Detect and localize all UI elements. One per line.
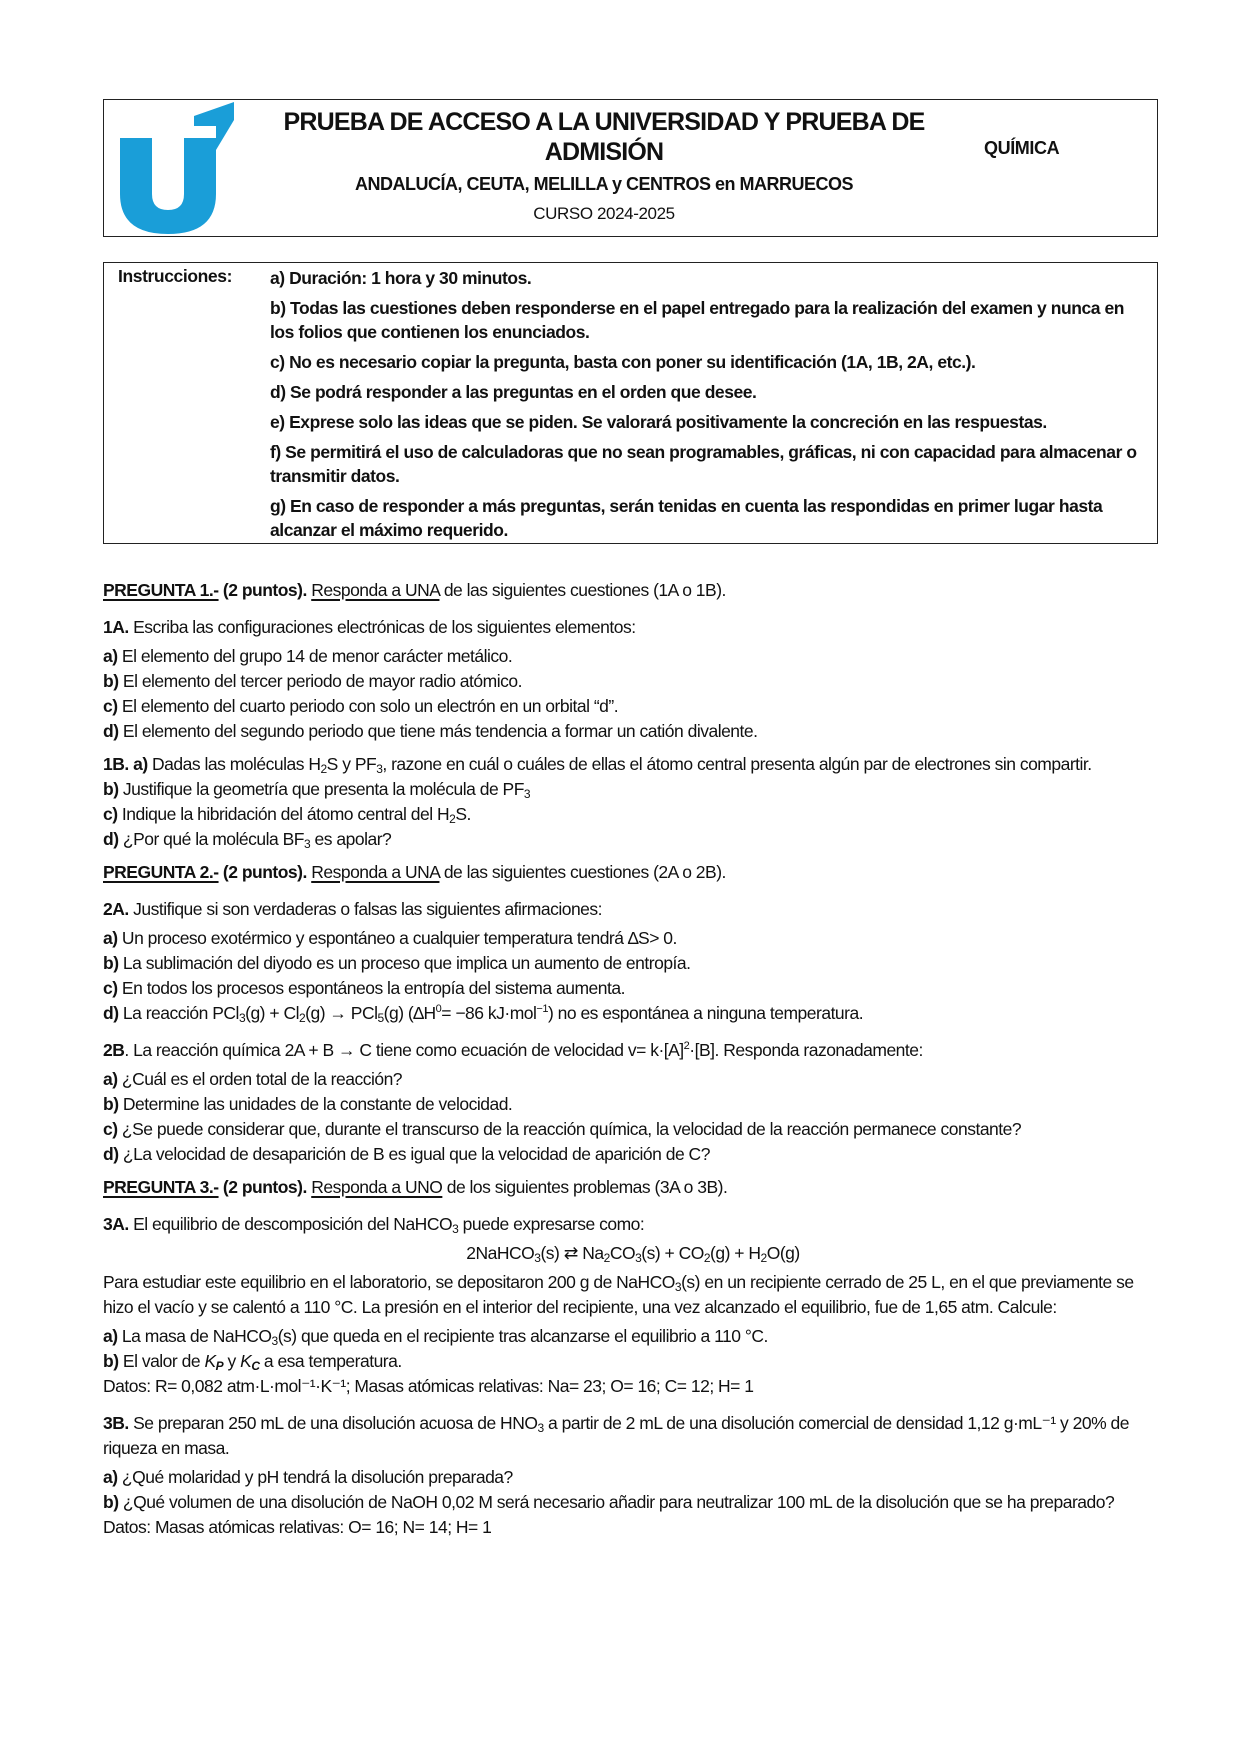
instruction-item: e) Exprese solo las ideas que se piden. Se valorará positivamente la concreción en las respuestas. bbox=[270, 412, 1047, 432]
text: Justifique si son verdaderas o falsas las siguientes afirmaciones: bbox=[128, 899, 603, 919]
q1b-label: 1B. a) bbox=[103, 754, 148, 774]
text: O(g) bbox=[766, 1243, 800, 1263]
subscript: 2 bbox=[320, 762, 327, 776]
item-text: El elemento del tercer periodo de mayor radio atómico. bbox=[118, 671, 522, 691]
q1-title: PREGUNTA 1.- bbox=[103, 580, 219, 600]
q1b-item-d bbox=[103, 827, 1163, 852]
q1a-label: 1A. bbox=[103, 617, 129, 637]
subscript: 3 bbox=[537, 1421, 544, 1435]
item-label: a) bbox=[103, 1467, 118, 1487]
q2b-intro bbox=[103, 1038, 1163, 1063]
superscript: 0 bbox=[435, 1003, 442, 1015]
text: a partir de 2 mL de una disolución comercial de densidad 1,12 g·mL⁻¹ y 20% de riqueza en masa. bbox=[103, 1413, 1130, 1458]
exam-region: ANDALUCÍA, CEUTA, MELILLA y CENTROS en MARRUECOS bbox=[355, 174, 853, 194]
item-label: d) bbox=[103, 1003, 119, 1023]
text: (s) en un recipiente cerrado de 25 L, en el que previamente se hizo el vacío y se calentó a 110 °C. La presión en el interior del recipiente, una vez alcanzado el equilibrio, fue de 1,65 atm. Calcule: bbox=[103, 1272, 1134, 1317]
text: ¿Qué molaridad y pH tendrá la disolución preparada? bbox=[117, 1467, 513, 1487]
subscript: 3 bbox=[534, 1251, 541, 1265]
text: ¿Se puede considerar que, durante el transcurso de la reacción química, la velocidad de la reacción permanece constante? bbox=[117, 1119, 1022, 1139]
q3b-datos: Datos: Masas atómicas relativas: O= 16; N= 14; H= 1 bbox=[103, 1517, 492, 1537]
q2b-item bbox=[103, 1117, 1163, 1142]
question-1-heading bbox=[103, 578, 1163, 603]
item-label: b) bbox=[103, 779, 119, 799]
subscript: 3 bbox=[523, 787, 531, 801]
text: Determine las unidades de la constante de velocidad. bbox=[118, 1094, 513, 1114]
q2-choose: Responda a UNA bbox=[311, 862, 440, 882]
kp-symbol: K bbox=[204, 1351, 216, 1371]
subscript: 5 bbox=[377, 1011, 384, 1025]
q2a-item bbox=[103, 926, 1163, 951]
text: (g) (∆H bbox=[383, 1003, 436, 1023]
q3a-item bbox=[103, 1349, 1163, 1374]
q3-title: PREGUNTA 3.- bbox=[103, 1177, 219, 1197]
exam-title-line-2: ADMISIÓN bbox=[544, 138, 664, 166]
q1a-item bbox=[103, 719, 1163, 744]
text: ¿Cuál es el orden total de la reacción? bbox=[117, 1069, 403, 1089]
q3b-item bbox=[103, 1490, 1163, 1515]
q3-points: (2 puntos). bbox=[218, 1177, 307, 1197]
text: a esa temperatura. bbox=[259, 1351, 402, 1371]
q3a-datos: Datos: R= 0,082 atm·L·mol⁻¹·K⁻¹; Masas atómicas relativas: Na= 23; O= 16; C= 12; H= 1 bbox=[103, 1376, 754, 1396]
item-text: El elemento del grupo 14 de menor carácter metálico. bbox=[117, 646, 513, 666]
text: (g) → PCl bbox=[305, 1003, 378, 1023]
q3-rest: de los siguientes problemas (3A o 3B). bbox=[442, 1177, 728, 1197]
q1-points: (2 puntos). bbox=[218, 580, 307, 600]
text: Un proceso exotérmico y espontáneo a cualquier temperatura tendrá ∆S> 0. bbox=[117, 928, 677, 948]
q2a-label: 2A. bbox=[103, 899, 129, 919]
exam-body bbox=[103, 578, 1163, 1540]
item-label: a) bbox=[103, 928, 118, 948]
item-label: c) bbox=[103, 1119, 118, 1139]
kc-symbol: K bbox=[240, 1351, 252, 1371]
q2-rest: de las siguientes cuestiones (2A o 2B). bbox=[439, 862, 726, 882]
text: ) no es espontánea a ninguna temperatura. bbox=[547, 1003, 864, 1023]
item-label: d) bbox=[103, 721, 119, 741]
exam-subject: QUÍMICA bbox=[984, 138, 1060, 158]
text: La masa de NaHCO bbox=[117, 1326, 272, 1346]
text: En todos los procesos espontáneos la entropía del sistema aumenta. bbox=[117, 978, 625, 998]
item-text: El elemento del cuarto periodo con solo un electrón en un orbital “d”. bbox=[117, 696, 619, 716]
equilibrium-equation bbox=[103, 1241, 1163, 1266]
q3a-label: 3A. bbox=[103, 1214, 129, 1234]
exam-title-line-1: PRUEBA DE ACCESO A LA UNIVERSIDAD Y PRUEBA DE bbox=[283, 108, 925, 136]
item-label: a) bbox=[103, 1326, 118, 1346]
q2a-item bbox=[103, 1001, 1163, 1026]
q2a-item bbox=[103, 951, 1163, 976]
text: CO bbox=[609, 1243, 636, 1263]
instruction-item: b) Todas las cuestiones deben responderse en el papel entregado para la realización del examen y nunca en los folios que contienen los enunciados. bbox=[270, 298, 1124, 342]
text: ·[B]. Responda razonadamente: bbox=[689, 1040, 923, 1060]
subscript: 2 bbox=[603, 1251, 610, 1265]
item-label: d) bbox=[103, 1144, 119, 1164]
subscript: 3 bbox=[238, 1011, 246, 1025]
text: (s) ⇄ Na bbox=[540, 1243, 604, 1263]
q3b-paragraph bbox=[103, 1411, 1163, 1461]
item-label: d) bbox=[103, 829, 119, 849]
instruction-item: a) Duración: 1 hora y 30 minutos. bbox=[270, 268, 532, 288]
text: (g) + Cl bbox=[245, 1003, 299, 1023]
text: y bbox=[223, 1351, 241, 1371]
exam-course: CURSO 2024-2025 bbox=[533, 204, 675, 223]
text: . La reacción química 2A + B → C tiene como ecuación de velocidad v= k·[A] bbox=[124, 1040, 684, 1060]
q3-choose: Responda a UNO bbox=[311, 1177, 443, 1197]
item-label: b) bbox=[103, 1351, 119, 1371]
text: Indique la hibridación del átomo central del H bbox=[117, 804, 450, 824]
text: La reacción PCl bbox=[118, 1003, 239, 1023]
instruction-item: c) No es necesario copiar la pregunta, basta con poner su identificación (1A, 1B, 2A, etc.). bbox=[270, 352, 976, 372]
text: es apolar? bbox=[310, 829, 392, 849]
text: (s) + CO bbox=[641, 1243, 704, 1263]
exam-header bbox=[103, 99, 1158, 237]
q1a-intro bbox=[103, 615, 1163, 640]
text: Justifique la geometría que presenta la molécula de PF bbox=[118, 779, 524, 799]
question-2-heading bbox=[103, 860, 1163, 885]
subscript: 2 bbox=[449, 812, 456, 826]
q1a-intro-text: Escriba las configuraciones electrónicas de los siguientes elementos: bbox=[128, 617, 636, 637]
text: S. bbox=[455, 804, 471, 824]
item-label: a) bbox=[103, 646, 118, 666]
q3a-intro bbox=[103, 1212, 1163, 1237]
text: , razone en cuál o cuáles de ellas el átomo central presenta algún par de electrones sin compartir. bbox=[382, 754, 1092, 774]
q2b-item bbox=[103, 1092, 1163, 1117]
item-label: b) bbox=[103, 953, 119, 973]
subscript: 3 bbox=[303, 837, 311, 851]
instruction-item: g) En caso de responder a más preguntas, serán tenidas en cuenta las respondidas en primer lugar hasta alcanzar el máximo requerido. bbox=[270, 496, 1103, 540]
item-label: c) bbox=[103, 978, 118, 998]
instructions-list bbox=[270, 266, 1142, 548]
q2b-label: 2B bbox=[103, 1040, 125, 1060]
q1-rest: de las siguientes cuestiones (1A o 1B). bbox=[439, 580, 726, 600]
text: (g) + H bbox=[710, 1243, 761, 1263]
text: El valor de bbox=[118, 1351, 205, 1371]
subscript: P bbox=[215, 1359, 224, 1373]
text: Dadas las moléculas H bbox=[147, 754, 321, 774]
text: La sublimación del diyodo es un proceso que implica un aumento de entropía. bbox=[118, 953, 691, 973]
q3a-paragraph bbox=[103, 1270, 1163, 1320]
q2b-item bbox=[103, 1142, 1163, 1167]
instructions-label: Instrucciones: bbox=[118, 266, 233, 286]
text: ¿La velocidad de desaparición de B es igual que la velocidad de aparición de C? bbox=[118, 1144, 710, 1164]
item-label: b) bbox=[103, 1492, 119, 1512]
question-3-heading bbox=[103, 1175, 1163, 1200]
subscript: 2 bbox=[703, 1251, 711, 1265]
subscript: 3 bbox=[271, 1334, 278, 1348]
text: Se preparan 250 mL de una disolución acuosa de HNO bbox=[128, 1413, 538, 1433]
text: ¿Qué volumen de una disolución de NaOH 0,02 M será necesario añadir para neutralizar 100 mL de la disolución que se ha preparado? bbox=[118, 1492, 1115, 1512]
item-label: b) bbox=[103, 671, 119, 691]
q2-title: PREGUNTA 2.- bbox=[103, 862, 219, 882]
instruction-item: d) Se podrá responder a las preguntas en el orden que desee. bbox=[270, 382, 757, 402]
q3a-item bbox=[103, 1324, 1163, 1349]
q1-choose: Responda a UNA bbox=[311, 580, 440, 600]
subscript: 3 bbox=[674, 1280, 682, 1294]
q1a-item bbox=[103, 644, 1163, 669]
instructions-box bbox=[103, 262, 1158, 544]
item-label: c) bbox=[103, 696, 118, 716]
subscript: 3 bbox=[635, 1251, 642, 1265]
university-logo-icon bbox=[112, 102, 237, 236]
q1b-item-b bbox=[103, 777, 1163, 802]
subscript: 2 bbox=[760, 1251, 767, 1265]
q3b-item bbox=[103, 1465, 1163, 1490]
text: ¿Por qué la molécula BF bbox=[118, 829, 304, 849]
subscript: 3 bbox=[452, 1222, 459, 1236]
item-label: b) bbox=[103, 1094, 119, 1114]
q3b-label: 3B. bbox=[103, 1413, 129, 1433]
text: = −86 kJ·mol bbox=[441, 1003, 537, 1023]
q1a-item bbox=[103, 669, 1163, 694]
q1a-item bbox=[103, 694, 1163, 719]
text: 2NaHCO bbox=[466, 1243, 535, 1263]
q1b-item-c bbox=[103, 802, 1163, 827]
q2a-intro bbox=[103, 897, 1163, 922]
text: (s) que queda en el recipiente tras alcanzarse el equilibrio a 110 °C. bbox=[277, 1326, 768, 1346]
item-label: a) bbox=[103, 1069, 118, 1089]
text: puede expresarse como: bbox=[458, 1214, 645, 1234]
item-text: El elemento del segundo periodo que tiene más tendencia a formar un catión divalente. bbox=[118, 721, 758, 741]
q1b-item-a bbox=[103, 752, 1163, 777]
item-label: c) bbox=[103, 804, 118, 824]
superscript: −1 bbox=[536, 1003, 548, 1015]
subscript: 3 bbox=[376, 762, 383, 776]
text: El equilibrio de descomposición del NaHCO bbox=[128, 1214, 453, 1234]
q2a-item bbox=[103, 976, 1163, 1001]
instruction-item: f) Se permitirá el uso de calculadoras que no sean programables, gráficas, ni con capacidad para almacenar o transmitir datos. bbox=[270, 442, 1137, 486]
text: Para estudiar este equilibrio en el laboratorio, se depositaron 200 g de NaHCO bbox=[103, 1272, 675, 1292]
q2b-item bbox=[103, 1067, 1163, 1092]
subscript: 2 bbox=[298, 1011, 306, 1025]
superscript: 2 bbox=[683, 1040, 690, 1052]
q2-points: (2 puntos). bbox=[218, 862, 307, 882]
text: S y PF bbox=[326, 754, 377, 774]
subscript: C bbox=[251, 1359, 260, 1373]
